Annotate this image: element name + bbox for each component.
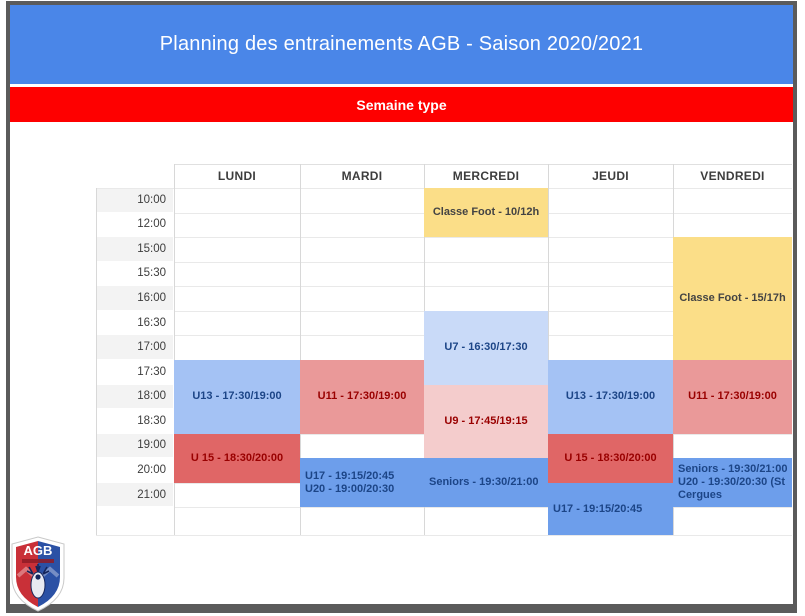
event-u17-19-15-20-45-mardi [300, 458, 424, 507]
time-label-18-30: 18:30 [96, 409, 173, 434]
title-bar [10, 5, 793, 84]
event-seniors-19-30-21-00-vendredi [673, 458, 792, 507]
event-u13-17-30-19-00-lundi [174, 360, 300, 434]
day-header-mardi: MARDI [341, 169, 383, 183]
event-u13-17-30-19-00-jeudi [548, 360, 673, 434]
event-label: U11 - 17:30/19:00 [317, 390, 407, 403]
event-seniors-19-30-21-00-mercredi [424, 458, 548, 507]
event-label: U13 - 17:30/19:00 [565, 390, 656, 403]
time-label-20-00: 20:00 [96, 458, 173, 483]
event-label: U17 - 19:15/20:45 [305, 469, 395, 482]
event-u9-17-45-19-15-mercredi [424, 385, 548, 459]
event-label: U7 - 16:30/17:30 [444, 341, 528, 354]
event-classe-foot-15-17h-vendredi [673, 237, 792, 360]
event-label: U17 - 19:15/20:45 [553, 502, 643, 515]
time-label-16-30: 16:30 [96, 311, 173, 336]
time-label-10-00: 10:00 [96, 188, 173, 213]
day-header-lundi: LUNDI [217, 169, 257, 183]
event-u-15-18-30-20-00-lundi [174, 434, 300, 483]
grid-line [96, 188, 97, 535]
agb-club-logo [9, 536, 67, 612]
event-u11-17-30-19-00-vendredi [673, 360, 792, 434]
event-u17-19-15-20-45-jeudi [548, 483, 673, 535]
event-u-15-18-30-20-00-jeudi [548, 434, 673, 483]
time-label-15-00: 15:00 [96, 237, 173, 262]
event-label: U20 - 19:30/20:30 (St Cergues [678, 476, 785, 502]
event-label: U13 - 17:30/19:00 [192, 390, 282, 403]
event-label: Seniors - 19:30/21:00 [429, 476, 539, 489]
time-label-16-00: 16:00 [96, 286, 173, 311]
event-label: Classe Foot - 15/17h [679, 292, 786, 305]
event-u7-16-30-17-30-mercredi [424, 311, 548, 385]
event-label: U11 - 17:30/19:00 [688, 390, 777, 403]
grid-line [174, 164, 792, 165]
time-label-19-00: 19:00 [96, 434, 173, 459]
logo-text: AGB [23, 543, 53, 558]
time-label-12-00: 12:00 [96, 213, 173, 238]
event-label: U 15 - 18:30/20:00 [564, 451, 657, 464]
day-header-mercredi: MERCREDI [452, 169, 520, 183]
time-label-17-00: 17:00 [96, 335, 173, 360]
event-u11-17-30-19-00-mardi [300, 360, 424, 434]
event-label: U 15 - 18:30/20:00 [190, 451, 284, 464]
subtitle-bar [10, 87, 793, 122]
page-title: Planning des entrainements AGB - Saison 2020/2021 [159, 33, 644, 55]
event-label: U20 - 19:00/20:30 [305, 482, 395, 495]
time-label-21-00: 21:00 [96, 483, 173, 508]
page-subtitle: Semaine type [356, 96, 447, 113]
day-header-vendredi: VENDREDI [700, 169, 765, 183]
day-header-jeudi: JEUDI [592, 169, 629, 183]
event-classe-foot-10-12h-mercredi [424, 188, 548, 237]
event-label: Classe Foot - 10/12h [432, 206, 540, 219]
grid-line [174, 507, 792, 508]
grid-line [96, 535, 792, 536]
time-label-17-30: 17:30 [96, 360, 173, 385]
event-label: U9 - 17:45/19:15 [444, 414, 528, 427]
logo-banner [22, 559, 54, 563]
time-label-15-30: 15:30 [96, 262, 173, 287]
event-label: Seniors - 19:30/21:00 [678, 463, 788, 476]
time-label-18-00: 18:00 [96, 385, 173, 410]
